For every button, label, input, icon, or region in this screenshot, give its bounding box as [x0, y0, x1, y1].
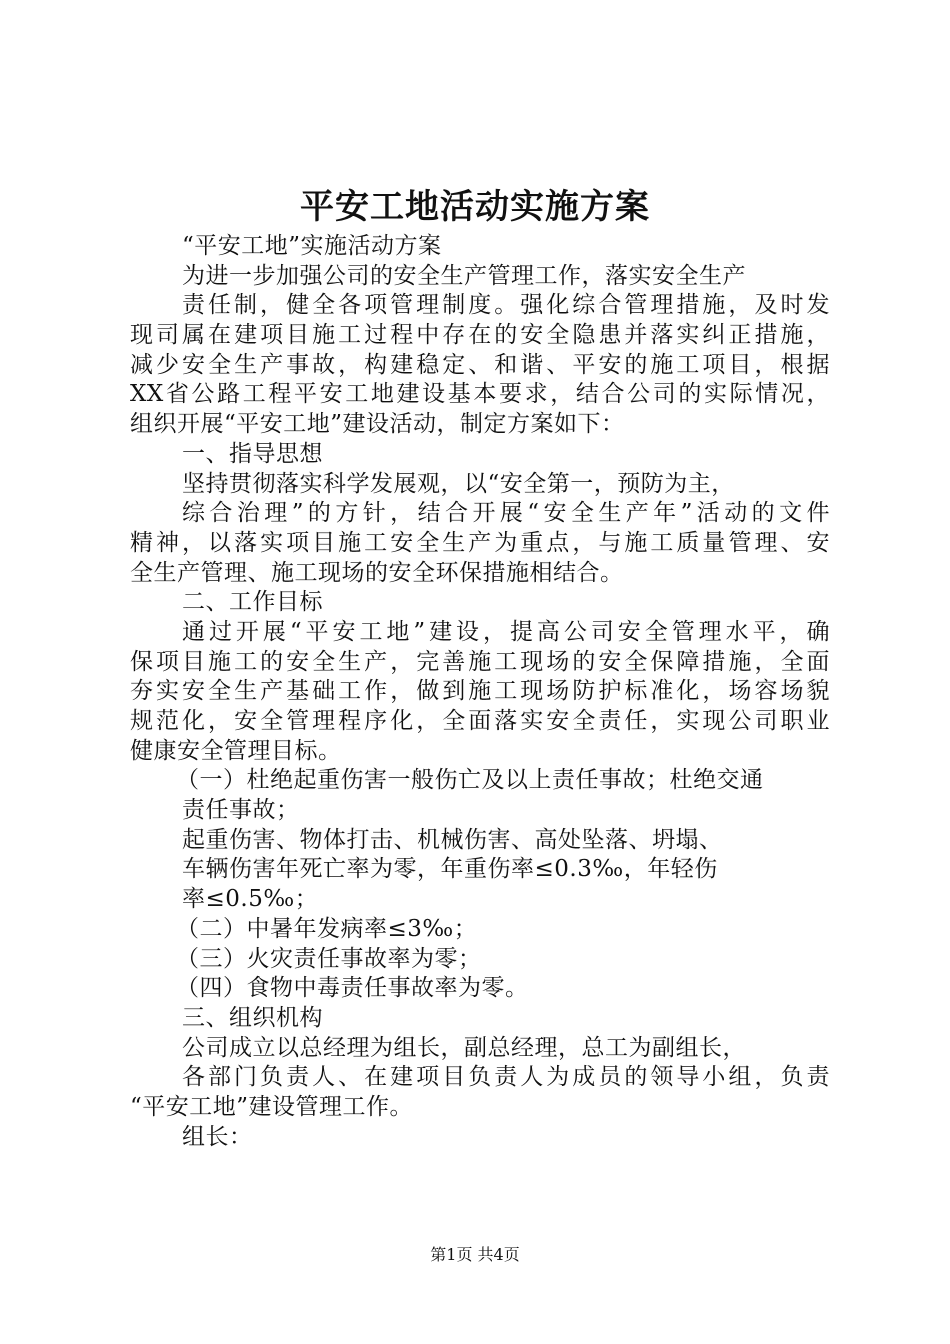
text-line: 责任制，健全各项管理制度。强化综合管理措施，及时发 [182, 292, 830, 319]
text-line: 各部门负责人、在建项目负责人为成员的领导小组，负责 [182, 1064, 830, 1091]
page-footer: 第1页 共4页 [430, 1245, 520, 1264]
text-line: （四）食物中毒责任事故率为零。 [176, 975, 529, 1002]
text-line: 全生产管理、施工现场的安全环保措施相结合。 [130, 559, 624, 586]
text-line: “平安工地”实施活动方案 [182, 233, 442, 259]
text-line: XX省公路工程平安工地建设基本要求，结合公司的实际情况， [130, 381, 830, 408]
document-body [130, 232, 830, 1152]
text-line: 为进一步加强公司的安全生产管理工作，落实安全生产 [182, 262, 746, 289]
text-line: “平安工地”建设管理工作。 [130, 1093, 414, 1120]
text-line: 夯实安全生产基础工作，做到施工现场防护标准化，场容场貌 [130, 678, 830, 705]
text-line: 车辆伤害年死亡率为零，年重伤率≤0.3‰，年轻伤 [182, 856, 718, 883]
text-line: （二）中暑年发病率≤3‰； [176, 915, 478, 942]
text-line: 保项目施工的安全生产，完善施工现场的安全保障措施，全面 [130, 648, 830, 675]
text-line: 组长： [182, 1123, 253, 1150]
section-heading: 一、指导思想 [182, 440, 323, 467]
text-line: 综合治理”的方针，结合开展“安全生产年”活动的文件 [182, 500, 830, 527]
text-line: 坚持贯彻落实科学发展观，以“安全第一，预防为主， [182, 470, 735, 497]
text-line: 健康安全管理目标。 [130, 737, 342, 764]
text-line: （三）火灾责任事故率为零； [176, 945, 482, 972]
section-heading: 二、工作目标 [182, 589, 323, 616]
text-line: （一）杜绝起重伤害一般伤亡及以上责任事故；杜绝交通 [176, 767, 764, 794]
text-line: 精神，以落实项目施工安全生产为重点，与施工质量管理、安 [130, 529, 830, 556]
text-line: 率≤0.5‰； [182, 886, 319, 913]
text-line: 公司成立以总经理为组长，副总经理，总工为副组长， [182, 1034, 746, 1061]
text-line: 现司属在建项目施工过程中存在的安全隐患并落实纠正措施， [130, 322, 830, 349]
text-line: 组织开展“平安工地”建设活动，制定方案如下： [130, 411, 625, 438]
section-heading: 三、组织机构 [182, 1004, 323, 1031]
text-line: 规范化，安全管理程序化，全面落实安全责任，实现公司职业 [130, 708, 830, 734]
text-line: 起重伤害、物体打击、机械伤害、高处坠落、坍塌、 [182, 826, 723, 853]
text-line: 通过开展“平安工地”建设，提高公司安全管理水平，确 [182, 618, 830, 645]
text-line: 责任事故； [182, 797, 300, 824]
text-line: 减少安全生产事故，构建稳定、和谐、平安的施工项目，根据 [130, 351, 830, 378]
document-title: 平安工地活动实施方案 [300, 187, 650, 227]
